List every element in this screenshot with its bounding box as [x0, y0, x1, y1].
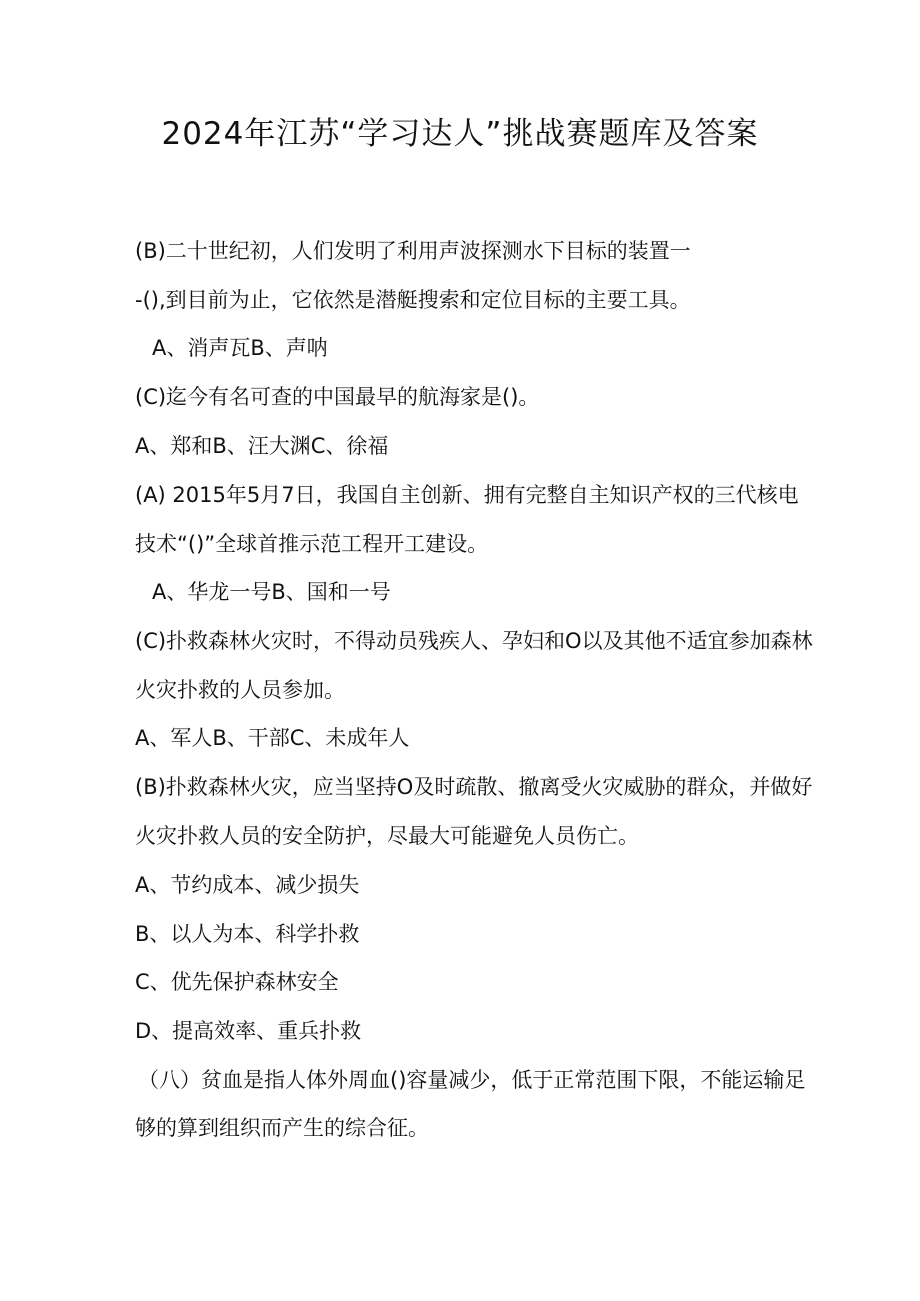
option-line: A、节约成本、减少损失: [135, 873, 360, 897]
question-line: (B)扑救森林火灾，应当坚持O及时疏散、撤离受火灾威胁的群众，并做好: [135, 775, 813, 799]
option-line: A、郑和B、汪大渊C、徐福: [135, 434, 389, 458]
question-line: （八）贫血是指人体外周血()容量减少，低于正常范围下限，不能运输足: [138, 1068, 806, 1092]
question-line: 火灾扑救人员的安全防护，尽最大可能避免人员伤亡。: [135, 824, 639, 848]
question-line: -(),到目前为止，它依然是潜艇搜索和定位目标的主要工具。: [135, 288, 691, 312]
question-line: 够的算到组织而产生的综合征。: [135, 1116, 429, 1140]
question-line: (C)扑救森林火灾时，不得动员残疾人、孕妇和O以及其他不适宜参加森林: [135, 629, 813, 653]
question-line: (A) 2015年5月7日，我国自主创新、拥有完整自主知识产权的三代核电: [135, 483, 799, 507]
question-line: 技术“()”全球首推示范工程开工建设。: [135, 532, 489, 556]
option-line: A、军人B、干部C、未成年人: [135, 726, 410, 750]
option-line: A、华龙一号B、国和一号: [152, 580, 391, 604]
option-line: A、消声瓦B、声呐: [152, 336, 328, 360]
question-line: (C)迄今有名可查的中国最早的航海家是()。: [135, 385, 540, 409]
option-line: D、提高效率、重兵扑救: [135, 1019, 362, 1043]
option-line: B、以人为本、科学扑救: [135, 922, 360, 946]
document-title: 2024年江苏“学习达人”挑战赛题库及答案: [161, 116, 759, 152]
question-line: 火灾扑救的人员参加。: [135, 678, 345, 702]
option-line: C、优先保护森林安全: [135, 970, 339, 994]
question-line: (B)二十世纪初，人们发明了利用声波探测水下目标的装置一: [135, 239, 691, 263]
